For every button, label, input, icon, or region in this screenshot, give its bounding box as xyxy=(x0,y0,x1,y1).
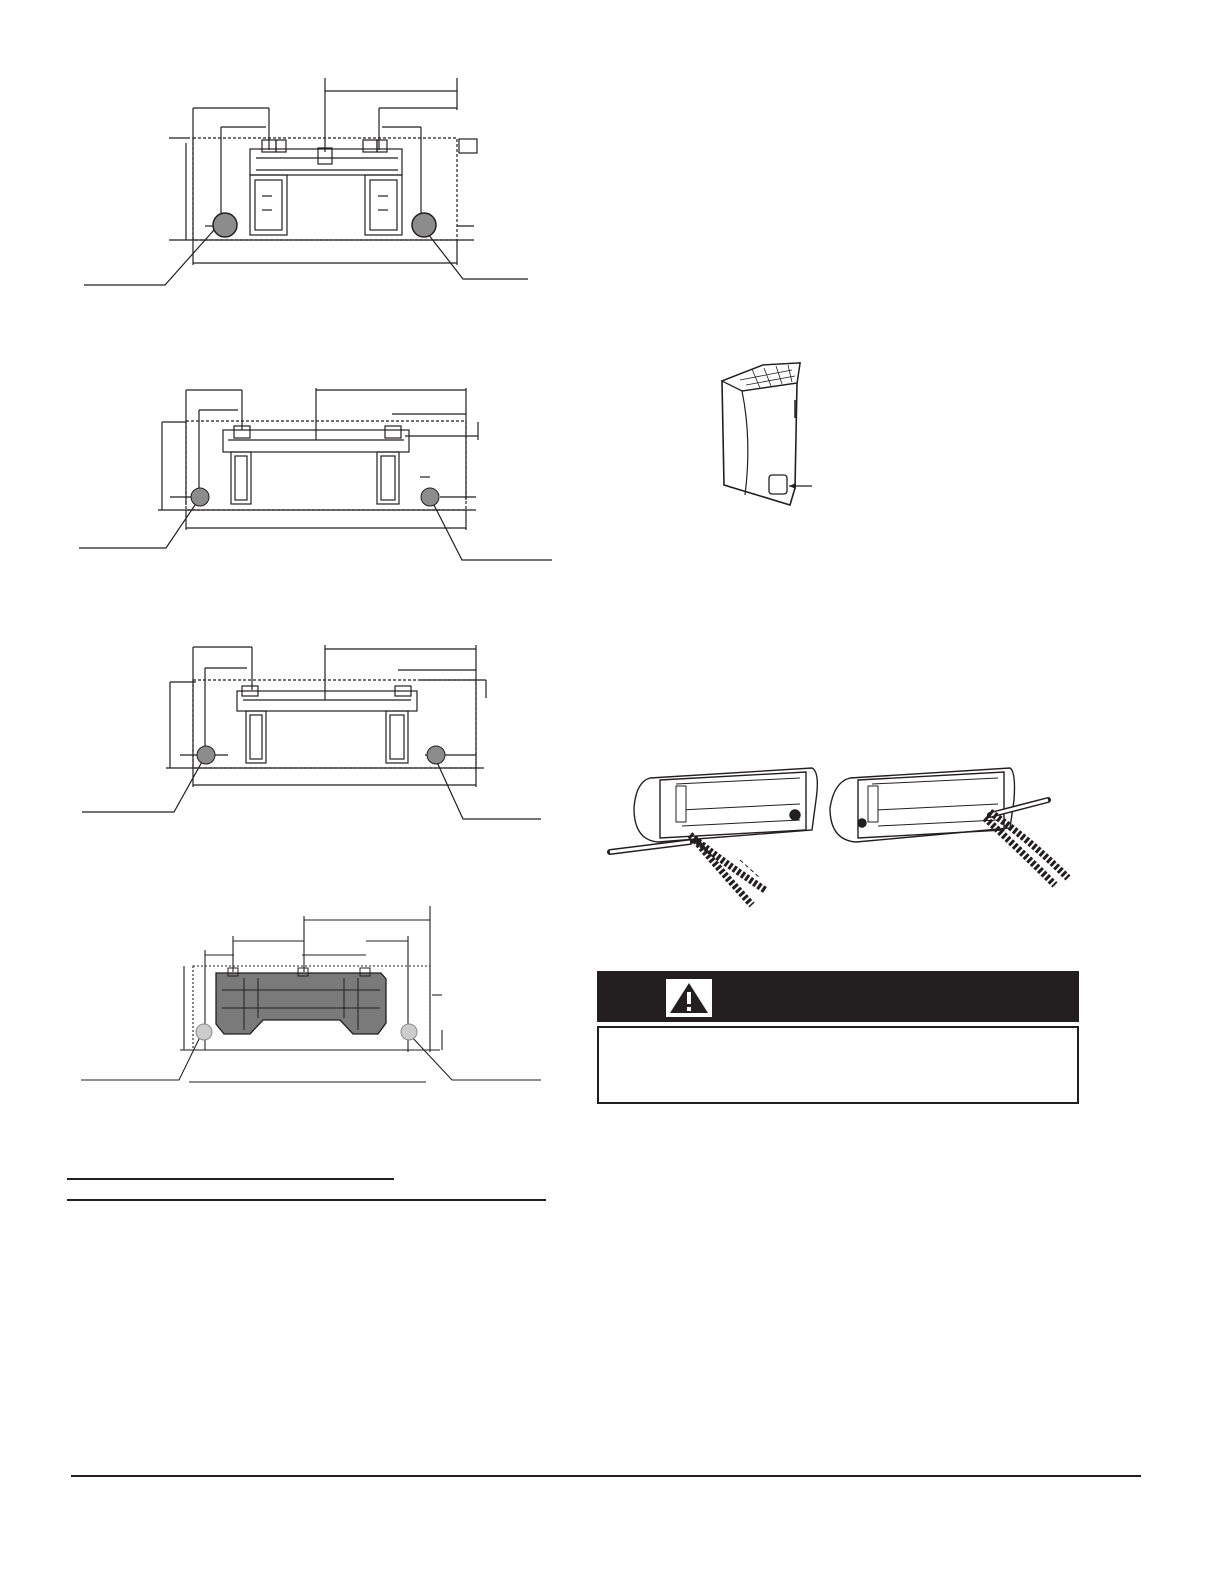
section-divider-rule xyxy=(67,1199,546,1201)
mounting-plate-diagram-4 xyxy=(0,900,560,1095)
mounting-plate-diagram-3 xyxy=(0,635,560,825)
mounting-plate-diagram-2 xyxy=(0,380,560,570)
warning-body-box xyxy=(597,1026,1079,1104)
indoor-unit-side-view xyxy=(700,355,840,520)
piping-direction-illustration xyxy=(605,762,1085,917)
footer-rule xyxy=(71,1475,1141,1477)
section-heading-rule xyxy=(67,1178,394,1180)
mounting-plate-diagram-1 xyxy=(0,0,560,300)
warning-triangle-icon xyxy=(666,979,712,1017)
